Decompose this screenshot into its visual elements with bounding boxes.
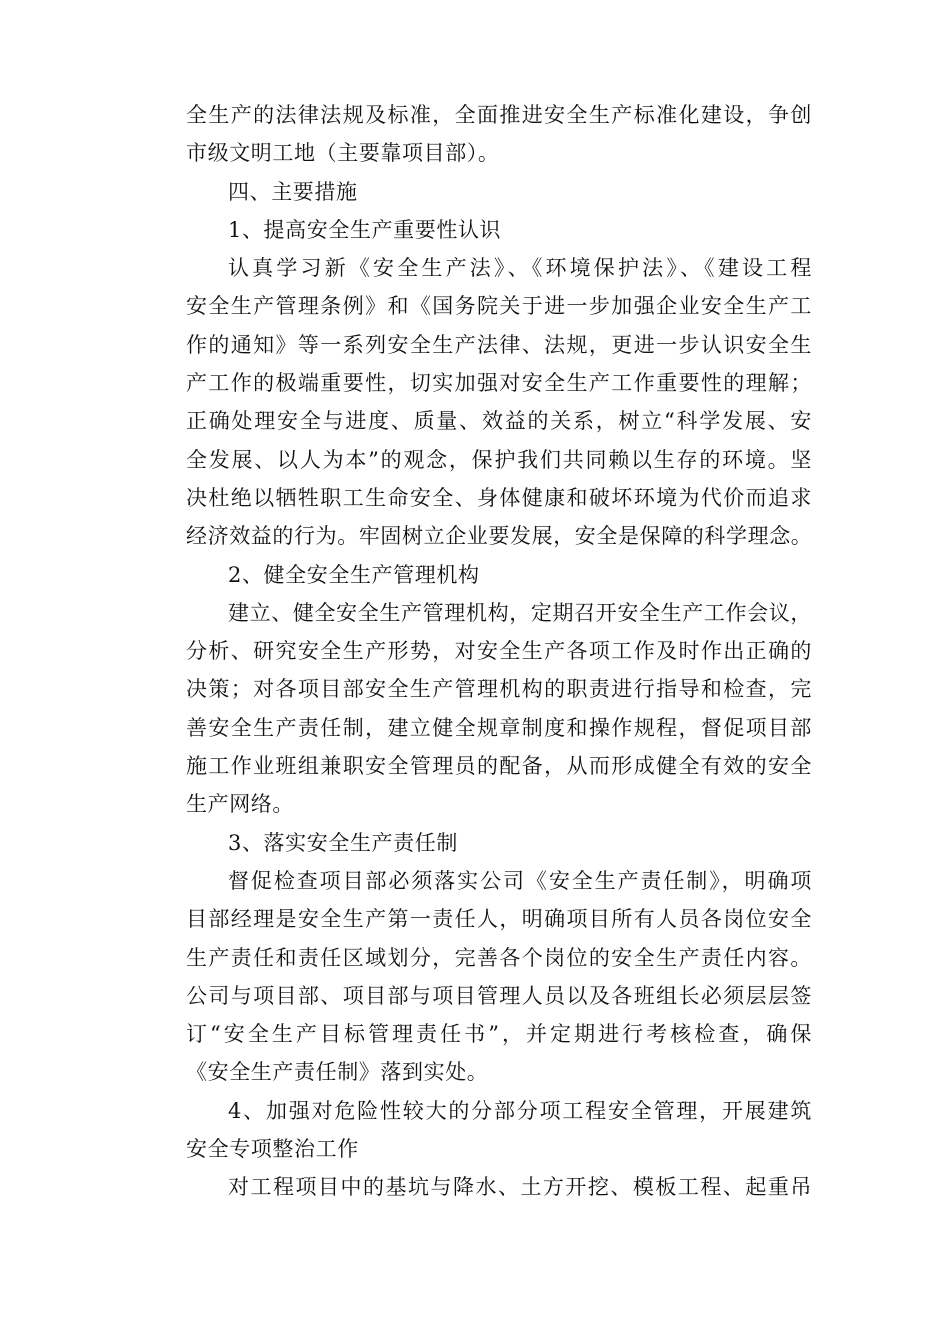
- text-line: 生产网络。: [186, 792, 294, 817]
- text-line: 对工程项目中的基坑与降水、土方开挖、模板工程、起重吊: [228, 1175, 812, 1200]
- text-line: 施工作业班组兼职安全管理员的配备，从而形成健全有效的安全: [186, 754, 812, 779]
- text-line: 安全专项整治工作: [186, 1137, 359, 1162]
- text-line: 建立、健全安全生产管理机构，定期召开安全生产工作会议，: [228, 600, 812, 625]
- text-line: 认真学习新《安全生产法》、《环境保护法》、《建设工程: [228, 256, 812, 281]
- text-line: 订“安全生产目标管理责任书”，并定期进行考核检查，确保: [186, 1022, 812, 1047]
- text-line: 分析、研究安全生产形势，对安全生产各项工作及时作出正确的: [186, 639, 812, 664]
- text-line: 市级文明工地（主要靠项目部）。: [186, 141, 500, 166]
- text-line: 公司与项目部、项目部与项目管理人员以及各班组长必须层层签: [186, 983, 812, 1008]
- text-line: 善安全生产责任制，建立健全规章制度和操作规程，督促项目部: [186, 715, 812, 740]
- text-line: 正确处理安全与进度、质量、效益的关系，树立“科学发展、安: [186, 409, 812, 434]
- text-line: 4、加强对危险性较大的分部分项工程安全管理，开展建筑: [228, 1098, 812, 1123]
- text-line: 2、健全安全生产管理机构: [228, 562, 480, 587]
- text-line: 1、提高安全生产重要性认识: [228, 217, 502, 242]
- text-line: 产工作的极端重要性，切实加强对安全生产工作重要性的理解；: [186, 371, 812, 396]
- text-line: 目部经理是安全生产第一责任人，明确项目所有人员各岗位安全: [186, 907, 812, 932]
- document-body: [186, 96, 812, 1207]
- text-line: 四、主要措施: [228, 179, 358, 204]
- text-line: 决杜绝以牺牲职工生命安全、身体健康和破坏环境为代价而追求: [186, 485, 812, 510]
- text-line: 经济效益的行为。牢固树立企业要发展，安全是保障的科学理念。: [186, 524, 813, 549]
- text-line: 决策；对各项目部安全生产管理机构的职责进行指导和检查，完: [186, 677, 812, 702]
- text-line: 全发展、以人为本”的观念，保护我们共同赖以生存的环境。坚: [186, 447, 812, 472]
- text-line: 3、落实安全生产责任制: [228, 830, 458, 855]
- text-line: 《安全生产责任制》落到实处。: [186, 1060, 489, 1085]
- text-line: 全生产的法律法规及标准，全面推进安全生产标准化建设，争创: [186, 103, 812, 127]
- text-line: 生产责任和责任区域划分，完善各个岗位的安全生产责任内容。: [186, 945, 812, 970]
- text-line: 督促检查项目部必须落实公司《安全生产责任制》，明确项: [228, 868, 812, 893]
- text-line: 作的通知》等一系列安全生产法律、法规，更进一步认识安全生: [186, 332, 812, 357]
- text-line: 安全生产管理条例》和《国务院关于进一步加强企业安全生产工: [186, 294, 812, 319]
